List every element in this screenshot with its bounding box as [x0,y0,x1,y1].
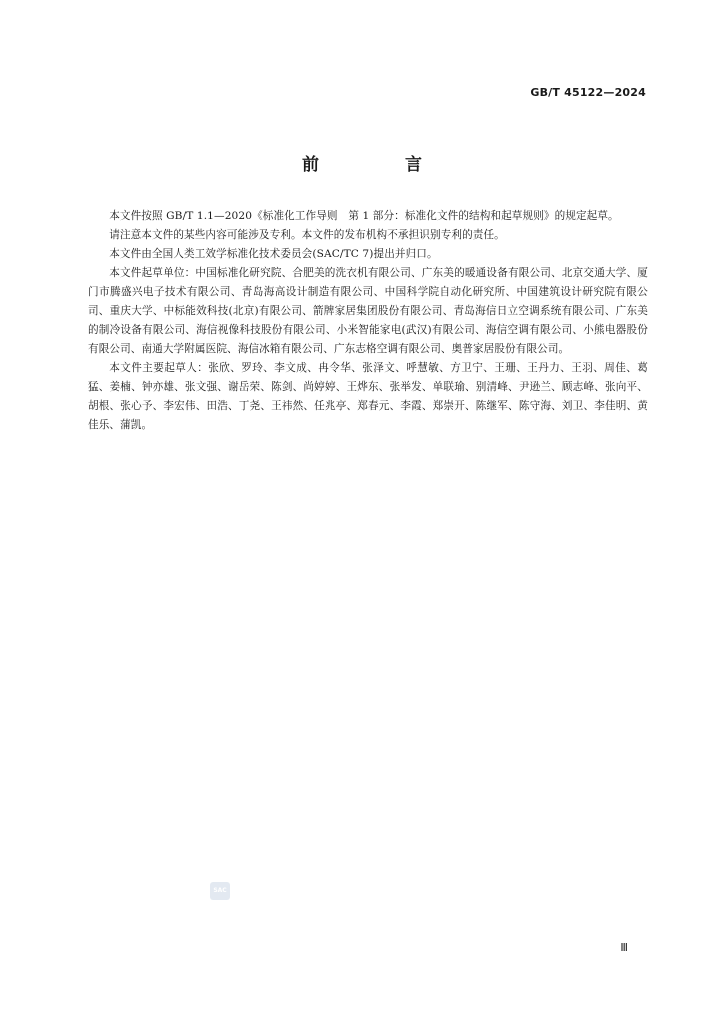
paragraph-drafting-rules: 本文件按照 GB/T 1.1—2020《标准化工作导则 第 1 部分：标准化文件的结构和起草规则》的规定起草。 [109,210,619,222]
standard-code: GB/T 45122—2024 [530,86,646,99]
paragraph-drafters: 本文件主要起草人：张欣、罗玲、李文成、冉令华、张泽文、呼慧敏、方卫宁、王珊、王丹力、王羽、周佳、葛猛、姜楠、钟亦雄、张文强、谢岳荣、陈剑、尚婷婷、王烨东、张举发、单联瑜、别清峰、尹逊兰、顾志峰、张向平、胡根、张心予、李宏伟、田浩、丁尧、王祎然、任兆亭、郑春元、李霞、郑崇开、陈继军、陈守海、刘卫、李佳明、黄佳乐、蒲凯。 [88,362,648,431]
foreword-body [88,207,648,435]
paragraph-drafting-units: 本文件起草单位：中国标准化研究院、合肥美的洗衣机有限公司、广东美的暖通设备有限公司、北京交通大学、厦门市腾盛兴电子技术有限公司、青岛海高设计制造有限公司、中国科学院自动化研究所、中国建筑设计研究院有限公司、重庆大学、中标能效科技(北京)有限公司、箭牌家居集团股份有限公司、青岛海信日立空调系统有限公司、广东美的制冷设备有限公司、海信视像科技股份有限公司、小米智能家电(武汉)有限公司、海信空调有限公司、小熊电器股份有限公司、南通大学附属医院、海信冰箱有限公司、广东志格空调有限公司、奥普家居股份有限公司。 [88,267,648,355]
paragraph-proposer: 本文件由全国人类工效学标准化技术委员会(SAC/TC 7)提出并归口。 [109,248,438,260]
sac-watermark-text: SAC [213,887,227,894]
paragraph-patent-notice: 请注意本文件的某些内容可能涉及专利。本文件的发布机构不承担识别专利的责任。 [109,229,505,241]
page-number: Ⅲ [620,941,628,954]
sac-watermark-logo [210,882,230,900]
page-title: 前 言 [302,155,462,175]
